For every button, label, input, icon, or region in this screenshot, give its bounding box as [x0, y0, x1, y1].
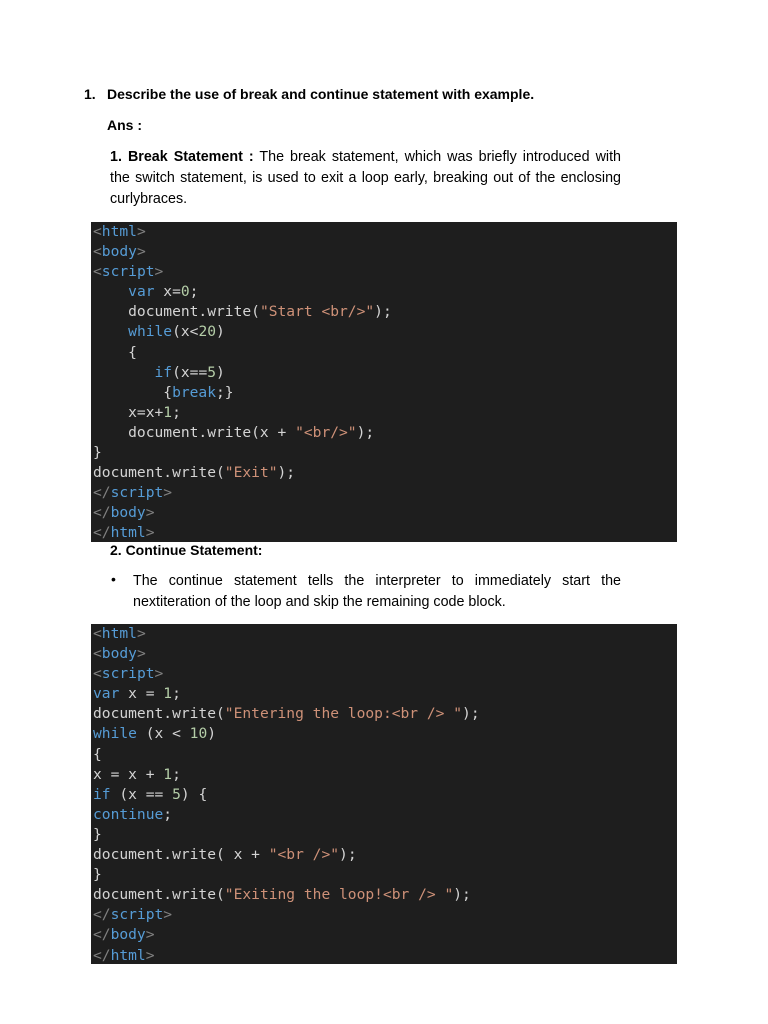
code-line: [91, 302, 677, 322]
code-token: ) {: [180, 785, 208, 803]
code-token: break: [172, 383, 217, 401]
code-token: x = x +: [93, 765, 164, 783]
code-token: 20: [198, 323, 217, 341]
code-token: x=: [154, 283, 181, 301]
code-token: </: [93, 946, 111, 964]
break-body: The break statement, which was briefly introduced with the switch statement, is used to exit a loop early, breaking out of the enclosing curlybraces.: [110, 149, 621, 207]
code-token: 1: [163, 403, 173, 421]
code-token: >: [136, 223, 146, 240]
code-token: "Exiting the loop!<br /> ": [224, 886, 454, 904]
code-token: document.write(: [93, 464, 225, 482]
code-token: ;: [172, 765, 181, 783]
code-token: ): [216, 323, 225, 341]
code-token: "Exit": [224, 464, 278, 482]
code-token: <: [93, 263, 102, 281]
code-token: (x <: [136, 725, 190, 743]
code-token: );: [277, 464, 296, 482]
code-token: <: [93, 243, 102, 261]
code-token: script: [101, 665, 155, 683]
code-token: <: [93, 223, 102, 240]
code-token: html: [101, 223, 137, 240]
code-line: [91, 423, 677, 443]
code-token: ;: [172, 685, 181, 703]
code-token: ): [216, 363, 225, 381]
code-line: [91, 343, 677, 363]
code-token: body: [110, 504, 146, 522]
code-line: [91, 885, 677, 905]
code-line: [91, 503, 677, 523]
code-token: document.write(: [93, 705, 225, 723]
code-line: [91, 724, 677, 744]
code-line: [91, 523, 677, 542]
code-token: var: [93, 685, 120, 703]
code-token: >: [145, 926, 155, 944]
code-line: [91, 825, 677, 845]
code-token: <: [93, 625, 102, 642]
code-token: </: [93, 504, 111, 522]
code-token: 0: [180, 283, 190, 301]
code-token: 1: [163, 685, 173, 703]
code-token: document.write(x +: [93, 423, 296, 441]
code-token: );: [374, 303, 392, 321]
code-line: [91, 483, 677, 503]
code-token: >: [145, 524, 155, 542]
code-line: [91, 403, 677, 423]
code-token: <: [93, 665, 102, 683]
code-token: 5: [207, 363, 217, 381]
code-token: script: [110, 906, 164, 924]
code-token: >: [136, 645, 146, 663]
code-token: 1: [163, 765, 173, 783]
code-token: "Entering the loop:<br /> ": [224, 705, 463, 723]
code-token: x =: [119, 685, 164, 703]
code-token: "<br/>": [295, 423, 357, 441]
code-token: {: [93, 745, 102, 763]
code-line: [91, 383, 677, 403]
code-token: if: [154, 363, 173, 381]
code-line: [91, 785, 677, 805]
code-line: [91, 322, 677, 342]
code-token: </: [93, 926, 111, 944]
code-line: [91, 222, 677, 242]
code-token: );: [453, 886, 471, 904]
code-token: (x==: [172, 363, 208, 381]
question-text: Describe the use of break and continue statement with example.: [107, 86, 535, 102]
code-line: [91, 704, 677, 724]
code-token: document.write( x +: [93, 846, 269, 864]
code-token: >: [163, 484, 173, 502]
code-line: [91, 905, 677, 925]
code-token: ;}: [216, 383, 234, 401]
code-token: 10: [189, 725, 208, 743]
code-token: (x ==: [110, 785, 173, 803]
code-token: </: [93, 524, 111, 542]
code-token: body: [110, 926, 146, 944]
code-token: if: [93, 785, 111, 803]
code-line: [91, 463, 677, 483]
code-line: [91, 282, 677, 302]
code-token: script: [101, 263, 155, 281]
code-token: ;: [163, 805, 173, 823]
code-token: "<br />": [268, 846, 340, 864]
code-line: [91, 664, 677, 684]
code-token: >: [163, 906, 173, 924]
code-token: [93, 283, 128, 300]
code-line: [91, 745, 677, 765]
code-line: [91, 925, 677, 945]
code-token: [93, 364, 155, 381]
continue-body: The continue statement tells the interpreter to immediately start the nextiteration of the loop and skip the remaining code block.: [133, 573, 621, 610]
code-token: html: [110, 524, 146, 542]
code-line: [91, 765, 677, 785]
answer-label: Ans :: [107, 117, 142, 133]
code-token: ): [207, 725, 217, 743]
code-line: [91, 624, 677, 644]
code-token: while: [128, 323, 173, 341]
code-line: [91, 644, 677, 664]
code-token: "Start <br/>": [259, 303, 375, 321]
code-token: 5: [172, 785, 181, 803]
break-heading: 1. Break Statement :: [110, 149, 254, 165]
code-line: [91, 262, 677, 282]
code-token: ;: [189, 283, 199, 301]
code-token: html: [110, 946, 146, 964]
bullet-icon: •: [111, 571, 116, 587]
code-block-break: [91, 222, 677, 542]
code-token: script: [110, 484, 164, 502]
code-token: continue: [93, 805, 164, 823]
code-token: {: [93, 383, 173, 401]
code-token: );: [339, 846, 357, 864]
code-token: var: [128, 283, 155, 301]
code-token: [93, 323, 128, 340]
code-line: [91, 805, 677, 825]
code-token: x=x+: [93, 403, 164, 421]
code-token: body: [101, 645, 137, 663]
code-line: [91, 363, 677, 383]
code-block-continue: [91, 624, 677, 964]
code-token: html: [101, 625, 137, 642]
code-token: while: [93, 725, 137, 743]
code-token: </: [93, 484, 111, 502]
code-token: <: [93, 645, 102, 663]
code-token: >: [154, 263, 164, 281]
code-token: </: [93, 906, 111, 924]
question-number: 1.: [84, 86, 96, 102]
code-line: [91, 684, 677, 704]
code-token: {: [93, 343, 137, 361]
code-token: (x<: [172, 323, 199, 341]
code-token: );: [462, 705, 480, 723]
code-token: >: [154, 665, 164, 683]
code-token: ;: [172, 403, 181, 421]
code-line: [91, 865, 677, 885]
code-token: }: [93, 444, 102, 462]
break-paragraph: [110, 147, 621, 210]
code-line: [91, 845, 677, 865]
code-token: document.write(: [93, 303, 260, 321]
code-token: >: [136, 243, 146, 261]
code-token: >: [145, 504, 155, 522]
continue-heading: 2. Continue Statement:: [110, 542, 263, 558]
code-token: }: [93, 866, 102, 884]
code-token: >: [136, 625, 146, 642]
code-token: }: [93, 825, 102, 843]
code-token: );: [356, 423, 375, 441]
code-token: >: [145, 946, 155, 964]
code-line: [91, 242, 677, 262]
code-line: [91, 443, 677, 463]
code-token: document.write(: [93, 886, 225, 904]
code-line: [91, 946, 677, 965]
code-token: body: [101, 243, 137, 261]
